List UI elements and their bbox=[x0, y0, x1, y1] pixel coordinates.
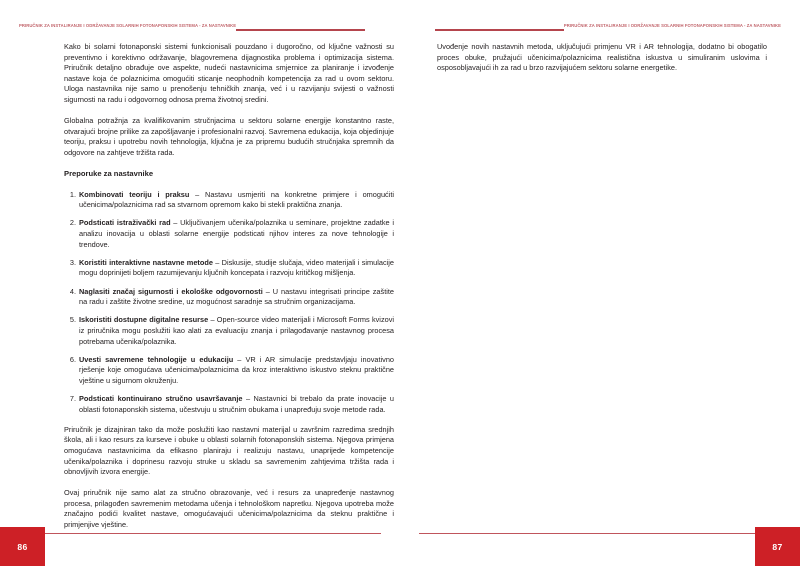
list-item-lead: Uvesti savremene tehnologije u edukaciju bbox=[79, 354, 234, 364]
page-number-right: 87 bbox=[755, 527, 800, 566]
list-item-lead: Podsticati kontinuirano stručno usavršavanje bbox=[79, 394, 243, 404]
recommendations-list bbox=[64, 190, 394, 416]
page-right bbox=[400, 0, 800, 566]
list-item-text: – Nastavu usmjeriti na konkretne primjere i omogućiti učenicima/polaznicima rad sa stvarnom opremom kako bi stekli praktična znanja. bbox=[79, 189, 395, 210]
paragraph-design: Priručnik je dizajniran tako da može poslužiti kao nastavni materijal u završnim razredima srednjih škola, ali i kao resurs za kurseve i obuke u oblasti solarnih fotonaponskih sistema. Njegova primjena omogućava nastavnicima da efikasno planiraju i realizuju nastavu, unaprijede kompetencije učenika/polaznika i doprinesu razvoju struke u skladu sa savremenim zahtjevima tržišta rada i obnovljivih izvora energije. bbox=[64, 424, 394, 477]
running-header-left bbox=[19, 15, 365, 31]
list-item bbox=[79, 218, 394, 250]
running-header-rule bbox=[236, 29, 365, 31]
list-item bbox=[79, 315, 394, 347]
list-item-text: – Uključivanjem učenika/polaznika u seminare, projektne zadatke i analizu inovacija u oblasti solarne energije podsticati njihov interes za nove tehnologije i trendove. bbox=[79, 218, 394, 249]
paragraph-vr-ar: Uvođenje novih nastavnih metoda, uključujući primjenu VR i AR tehnologija, dodatno bi obogatilo proces obuke, pružajući učenicima/polaznicima realistična iskustva u simuliranim uslovima i osposobljavajući ih za rad u brzo razvijajućem sektoru solarne energetike. bbox=[437, 42, 767, 73]
section-title-recommendations: Preporuke za nastavnike bbox=[64, 168, 154, 178]
list-item-text: – Open-source video materijali i Microsoft Forms kvizovi iz priručnika mogu poslužiti kao alati za evaluaciju znanja i prilagođavanje nastavnog procesa potrebama učenika/polaznika. bbox=[79, 315, 394, 346]
list-item-text: – Nastavnici bi trebalo da prate inovacije u oblasti fotonaponskih sistema, učestvuju u stručnim obukama i unapređuju svoje metode rada. bbox=[79, 394, 394, 414]
page-number-left: 86 bbox=[0, 527, 45, 566]
running-header-right bbox=[435, 15, 781, 31]
list-item-text: – VR i AR simulacije predstavljaju inovativno rješenje koje omogućava učenicima/polaznicima da kroz interaktivno iskustvo steknu praktične vještine u sigurnom okruženju. bbox=[79, 354, 394, 385]
paragraph-closing: Ovaj priručnik nije samo alat za stručno obrazovanje, već i resurs za unapređenje nastavnog procesa, prilagođen savremenim metodama učenja i tehnološkom napretku. Njegova upotreba može značajno podići kvalitet nastave, omogućavajući učenicima/polaznicima da steknu praktične i primjenjive vještine. bbox=[64, 488, 394, 529]
paragraph-intro: Kako bi solarni fotonaponski sistemi funkcionisali pouzdano i dugoročno, od ključne važnosti su preventivno i korektivno održavanje, blagovremena dijagnostika problema i optimizacija sistema. Priručnik detaljno obrađuje ove aspekte, nudeći nastavnicima smjernice za planiranje i izvođenje nastave koja će polaznicima omogućiti sticanje neophodnih kompetencija za rad u ovom sektoru. Uloga nastavnika nije samo u prenošenju tehničkih znanja, već i u razvijanju svijesti o važnosti sigurnosti na radu i odgovornog odnosa prema životnoj sredini. bbox=[64, 42, 394, 104]
list-item-lead: Podsticati istraživački rad bbox=[79, 218, 171, 228]
body-column-right bbox=[437, 42, 767, 84]
list-item bbox=[79, 190, 394, 211]
footer-rule-left bbox=[0, 533, 381, 534]
list-item-text: – Diskusije, studije slučaja, video materijali i simulacije mogu doprinijeti boljem razumijevanju ključnih koncepata i razvoju kritičkog mišljenja. bbox=[79, 257, 394, 278]
list-item-lead: Kombinovati teoriju i praksu bbox=[79, 189, 190, 199]
footer-rule-right bbox=[419, 533, 800, 534]
list-item bbox=[79, 394, 394, 415]
list-item bbox=[79, 287, 394, 308]
running-header-text: PRIRUČNIK ZA INSTALIRANJE I ODRŽAVANJE SOLARNIH FOTONAPONSKIH SISTEMA - ZA NASTAVNIKE bbox=[19, 23, 237, 29]
list-item-lead: Naglasiti značaj sigurnosti i ekološke odgovornosti bbox=[79, 286, 263, 296]
body-column-left bbox=[64, 42, 394, 541]
list-item bbox=[79, 355, 394, 387]
running-header-text: PRIRUČNIK ZA INSTALIRANJE I ODRŽAVANJE SOLARNIH FOTONAPONSKIH SISTEMA - ZA NASTAVNIKE bbox=[563, 23, 781, 29]
list-item bbox=[79, 258, 394, 279]
list-item-lead: Iskoristiti dostupne digitalne resurse bbox=[79, 315, 209, 325]
list-item-lead: Koristiti interaktivne nastavne metode bbox=[79, 257, 213, 267]
paragraph-demand: Globalna potražnja za kvalifikovanim stručnjacima u sektoru solarne energije konstantno raste, otvarajući brojne prilike za zapošljavanje i profesionalni razvoj. Savremena edukacija, koja objedinjuje teoriju, praksu i upotrebu novih tehnologija, ključna je za pripremu budućih stručnjaka spremnih da odgovore na zahtjeve tržišta rada. bbox=[64, 115, 394, 157]
running-header-rule bbox=[435, 29, 564, 31]
list-item-text: – U nastavu integrisati principe zaštite na radu i zaštite životne sredine, uz mogućnost saradnje sa stručnim organizacijama. bbox=[79, 286, 394, 307]
